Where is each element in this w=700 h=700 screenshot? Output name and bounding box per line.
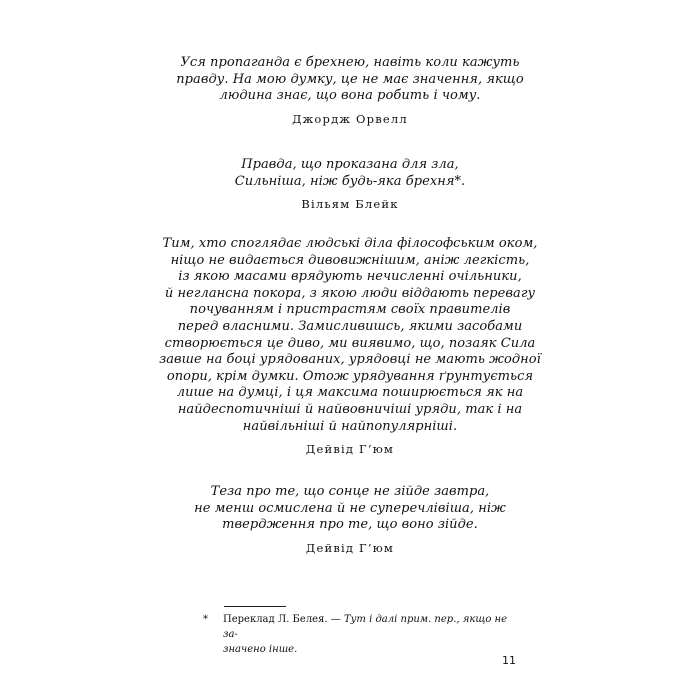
quote-line: найдеспотичніші й найвовничіші уряди, так і на xyxy=(177,401,523,417)
quote-line: правду. На мою думку, це не має значення, якщо xyxy=(176,71,524,87)
quote-text xyxy=(150,484,550,534)
quote-line: лише на думці, і ця максима поширюється як на xyxy=(176,385,524,401)
quote-author: Вільям Блейк xyxy=(301,197,399,212)
quote-line: Теза про те, що сонце не зійде завтра, xyxy=(210,484,490,499)
quote-line: Уся пропаганда є брехнею, навіть коли кажуть xyxy=(180,55,520,70)
quote-line: опори, крім думки. Отож урядування ґрунтується xyxy=(166,368,534,384)
epigraph-blake xyxy=(150,157,550,211)
quote-line: завше на боці урядованих, урядовці не мають жодної xyxy=(159,352,541,368)
quote-line: із якою масами врядують нечисленні очільники, xyxy=(178,269,522,285)
quote-line: перед власними. Замисливишсь, якими засобами xyxy=(177,318,523,334)
quote-author: Дейвід Г’юм xyxy=(305,540,395,555)
footnote-italic-text: Тут і далі прим. пер., якщо не за- xyxy=(223,614,508,640)
quote-text xyxy=(150,55,550,105)
epigraph-hume-2 xyxy=(150,484,550,555)
quote-line: й неглансна покора, з якою люди віддають перевагу xyxy=(164,285,536,301)
epigraph-hume-1 xyxy=(150,236,550,456)
quote-author: Джордж Орвелл xyxy=(292,111,408,126)
footnote-text: Переклад Л. Белея. — xyxy=(223,614,341,625)
epigraph-orwell xyxy=(150,55,550,126)
footnote-italic-text-continued: значено інше. xyxy=(223,644,298,655)
page-number: 11 xyxy=(502,654,516,667)
quote-line: почуванням і пристрастям своїх правителів xyxy=(189,302,511,318)
quote-author: Дейвід Г’юм xyxy=(305,442,395,457)
quote-line: Сильніша, ніж будь-яка брехня*. xyxy=(234,173,466,189)
quote-text xyxy=(150,236,550,435)
quote-text xyxy=(150,157,550,190)
footnote-mark: * xyxy=(203,614,208,625)
footnote xyxy=(203,612,523,657)
quote-line: не менш осмислена й не суперечлівіша, ніж xyxy=(194,500,506,516)
quote-line: людина знає, що вона робить і чому. xyxy=(219,88,481,104)
quote-line: твердження про те, що воно зійде. xyxy=(222,517,478,533)
quote-line: Тим, хто споглядає людські діла філософським оком, xyxy=(162,236,538,251)
quote-line: ніщо не видається дивовижнішим, аніж легкість, xyxy=(170,252,530,268)
quote-line: створюється це диво, ми виявимо, що, позаяк Сила xyxy=(164,335,536,351)
footnote-divider xyxy=(224,606,286,607)
quote-line: найвільніші й найпопулярніші. xyxy=(242,418,458,434)
quote-line: Правда, що проказана для зла, xyxy=(241,157,459,172)
